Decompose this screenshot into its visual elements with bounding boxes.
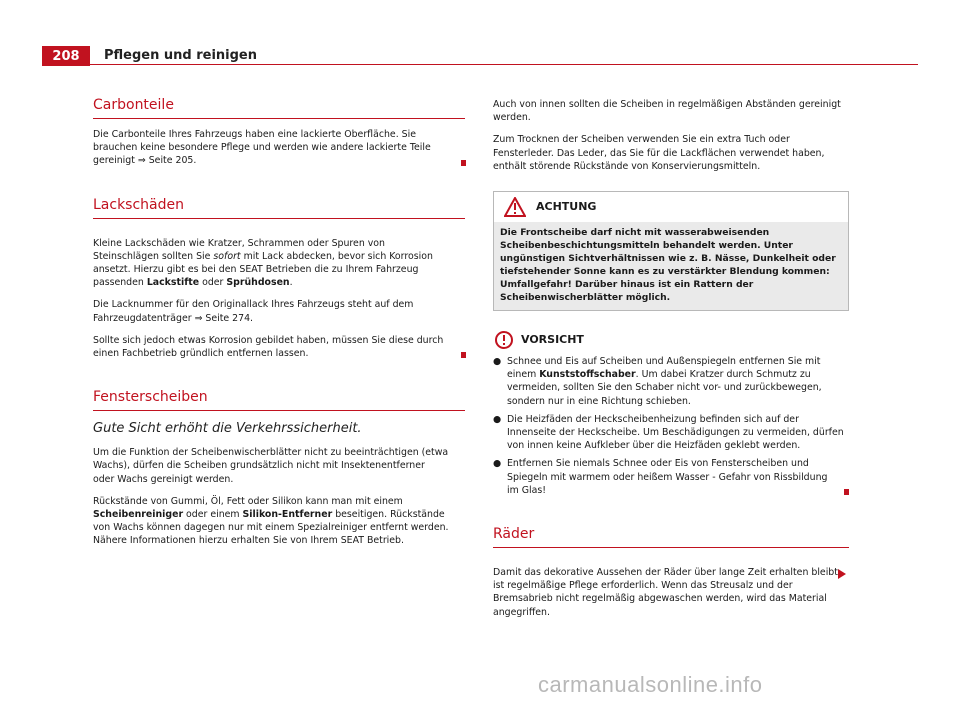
right-column xyxy=(493,98,849,619)
warning-header xyxy=(494,192,848,222)
fenster-paragraph-2: Rückstände von Gummi, Öl, Fett oder Silikon kann man mit einem Scheibenreiniger oder einem Silikon-Entferner beseitigen. Rückstände von Wachs können dagegen nur mit einem Spezialreiniger entfernt werden. Nähere Informationen hierzu erhalten Sie von Ihrem SEAT Betrieb. xyxy=(93,495,449,547)
carbon-text: Die Carbonteile Ihres Fahrzeugs haben eine lackierte Oberfläche. Sie brauchen keine besondere Pflege und werden wie andere lackierte Teile gereinigt ⇒ Seite 205. xyxy=(93,129,431,167)
section-title-raeder: Räder xyxy=(493,525,849,548)
lack-paragraph-2: Die Lacknummer für den Originallack Ihres Fahrzeugs steht auf dem Fahrzeugdatenträger ⇒ Seite 274. xyxy=(93,299,414,324)
lack-paragraph-1: Kleine Lackschäden wie Kratzer, Schrammen oder Spuren von Steinschlägen sollten Sie sofort mit Lack abdecken, bevor sich Korrosion ansetzt. Hierzu gibt es bei den SEAT Betrieben die zu Ihrem Fahrzeug passenden Lackstifte oder Sprühdosen. xyxy=(93,237,433,289)
header-rule xyxy=(90,64,918,65)
watermark: carmanualsonline.info xyxy=(538,672,763,697)
next-page-arrow-icon xyxy=(838,569,846,579)
warning-box xyxy=(493,191,849,311)
fenster-subtitle: Gute Sicht erhöht die Verkehrssicherheit. xyxy=(93,421,362,437)
section-end-marker xyxy=(844,489,849,495)
chapter-title: Pflegen und reinigen xyxy=(104,48,257,63)
page-number: 208 xyxy=(42,46,90,66)
right-paragraph-2: Zum Trocknen der Scheiben verwenden Sie ein extra Tuch oder Fensterleder. Das Leder, das Sie für die Lackflächen verwendet haben, enthält störende Rückstände von Konservierungsmitteln. xyxy=(493,134,825,172)
section-end-marker xyxy=(461,352,466,358)
caution-bullet-2 xyxy=(493,413,849,453)
caution-circle-icon xyxy=(495,331,513,349)
raeder-text: Damit das dekorative Aussehen der Räder über lange Zeit erhalten bleibt, ist regelmäßige Pflege erforderlich. Wenn das Streusalz und der Bremsabrieb nicht regelmäßig abgewaschen werden, wird das Material angegriffen. xyxy=(493,567,841,618)
section-title-fenster: Fensterscheiben xyxy=(93,388,465,411)
bullet-dot: ● xyxy=(493,413,502,425)
section-title-lack: Lackschäden xyxy=(93,196,465,219)
caution-header xyxy=(493,329,849,351)
caution-label: VORSICHT xyxy=(521,333,584,347)
caution-bullet-2-text: Die Heizfäden der Heckscheibenheizung befinden sich auf der Innenseite der Heckscheibe. Um Beschädigungen zu vermeiden, dürfen von innen keine Aufkleber über die Heizfäden geklebt werden. xyxy=(507,413,844,452)
section-title-carbon: Carbonteile xyxy=(93,96,465,119)
right-paragraph-1: Auch von innen sollten die Scheiben in regelmäßigen Abständen gereinigt werden. xyxy=(493,99,841,124)
caution-block xyxy=(493,329,849,497)
bullet-dot: ● xyxy=(493,458,502,470)
caution-bullet-1-text: Schnee und Eis auf Scheiben und Außenspiegeln entfernen Sie mit einem Kunststoffschaber. Um dabei Kratzer durch Schmutz zu vermeiden, sollten Sie den Schaber nicht vor- und zurückbewegen, sondern nur in eine Richtung schieben. xyxy=(507,356,822,407)
caution-bullet-3 xyxy=(493,457,839,497)
carbon-text-block xyxy=(93,128,465,168)
lack-paragraph-3: Sollte sich jedoch etwas Korrosion gebildet haben, müssen Sie diese durch einen Fachbetrieb gründlich entfernen lassen. xyxy=(93,334,444,360)
bullet-dot: ● xyxy=(493,356,502,368)
warning-triangle-icon xyxy=(504,197,526,217)
warning-label: ACHTUNG xyxy=(536,200,597,214)
left-column xyxy=(93,96,465,548)
warning-text: Die Frontscheibe darf nicht mit wasserabweisenden Scheibenbeschichtungsmitteln behandelt werden. Unter ungünstigen Sichtverhältnissen wie z. B. Nässe, Dunkelheit oder tiefstehender Sonne kann es zu verstärkter Blendung kommen: Umfallgefahr! Darüber hinaus ist ein Rattern der Scheibenwischerblätter möglich. xyxy=(494,222,848,310)
caution-bullet-3-text: Entfernen Sie niemals Schnee oder Eis von Fensterscheiben und Spiegeln mit warmem oder heißem Wasser - Gefahr von Rissbildung im Glas! xyxy=(507,458,828,496)
lack-end-block xyxy=(93,334,465,360)
fenster-paragraph-1: Um die Funktion der Scheibenwischerblätter nicht zu beeinträchtigen (etwa Wachs), dürfen die Scheiben grundsätzlich nicht mit Insektenentferner oder Wachs gereinigt werden. xyxy=(93,447,449,485)
section-end-marker xyxy=(461,160,466,166)
caution-bullet-1 xyxy=(493,355,849,408)
